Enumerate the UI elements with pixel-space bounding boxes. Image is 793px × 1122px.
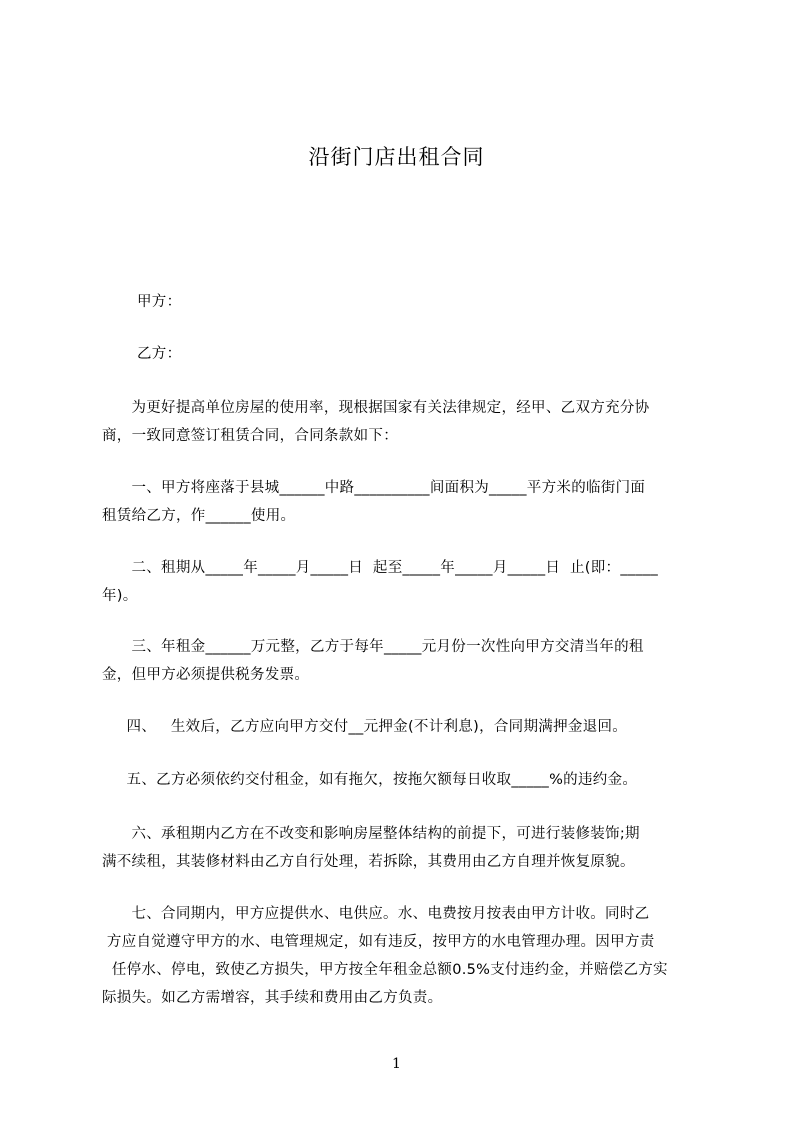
text-line: 一、甲方将座落于县城______中路__________间面积为_____平方米的临街门面 — [102, 480, 646, 496]
text-line: 商，一致同意签订租赁合同，合同条款如下： — [102, 428, 398, 444]
page-number: 1 — [392, 1056, 401, 1072]
text-line: 二、租期从_____年_____月_____日 起至_____年_____月_____日 止(即：_____ — [102, 560, 659, 576]
clause-7 — [102, 900, 702, 1012]
text-line: 满不续租，其装修材料由乙方自行处理，若拆除，其费用由乙方自理并恢复原貌。 — [102, 854, 635, 870]
party-b-line — [102, 340, 702, 368]
text-line: 五、乙方必须依约交付租金，如有拖欠，按拖欠额每日收取_____%的违约金。 — [102, 772, 638, 788]
clause-5 — [102, 766, 702, 794]
text-line: 七、合同期内，甲方应提供水、电供应。水、电费按月按表由甲方计收。同时乙 — [102, 906, 650, 922]
intro-paragraph — [102, 394, 702, 450]
page-title: 沿街门店出租合同 — [308, 145, 485, 169]
clause-4 — [102, 713, 702, 741]
party-a-line — [102, 288, 702, 316]
clause-3 — [102, 633, 702, 689]
text-line: 租赁给乙方，作______使用。 — [102, 508, 296, 524]
text-line: 四、 生效后，乙方应向甲方交付__元押金(不计利息)，合同期满押金退回。 — [102, 719, 628, 735]
party-a-label: 甲方： — [137, 294, 182, 310]
clause-2 — [102, 554, 702, 610]
text-line: 际损失。如乙方需增容，其手续和费用由乙方负责。 — [102, 990, 443, 1006]
text-line: 金，但甲方必须提供税务发票。 — [102, 667, 310, 683]
text-line: 为更好提高单位房屋的使用率，现根据国家有关法律规定，经甲、乙双方充分协 — [102, 400, 650, 416]
clause-6 — [102, 820, 702, 876]
party-b-label: 乙方： — [137, 346, 182, 362]
text-line: 年)。 — [102, 588, 138, 604]
text-line: 三、年租金______万元整，乙方于每年_____元月份一次性向甲方交清当年的租 — [102, 639, 644, 655]
clause-1 — [102, 474, 702, 530]
text-line: 任停水、停电，致使乙方损失，甲方按全年租金总额0.5%支付违约金，并赔偿乙方实 — [102, 962, 668, 978]
text-line: 六、承租期内乙方在不改变和影响房屋整体结构的前提下，可进行装修装饰;期 — [102, 826, 640, 842]
text-line: 方应自觉遵守甲方的水、电管理规定，如有违反，按甲方的水电管理办理。因甲方责 — [102, 934, 655, 950]
